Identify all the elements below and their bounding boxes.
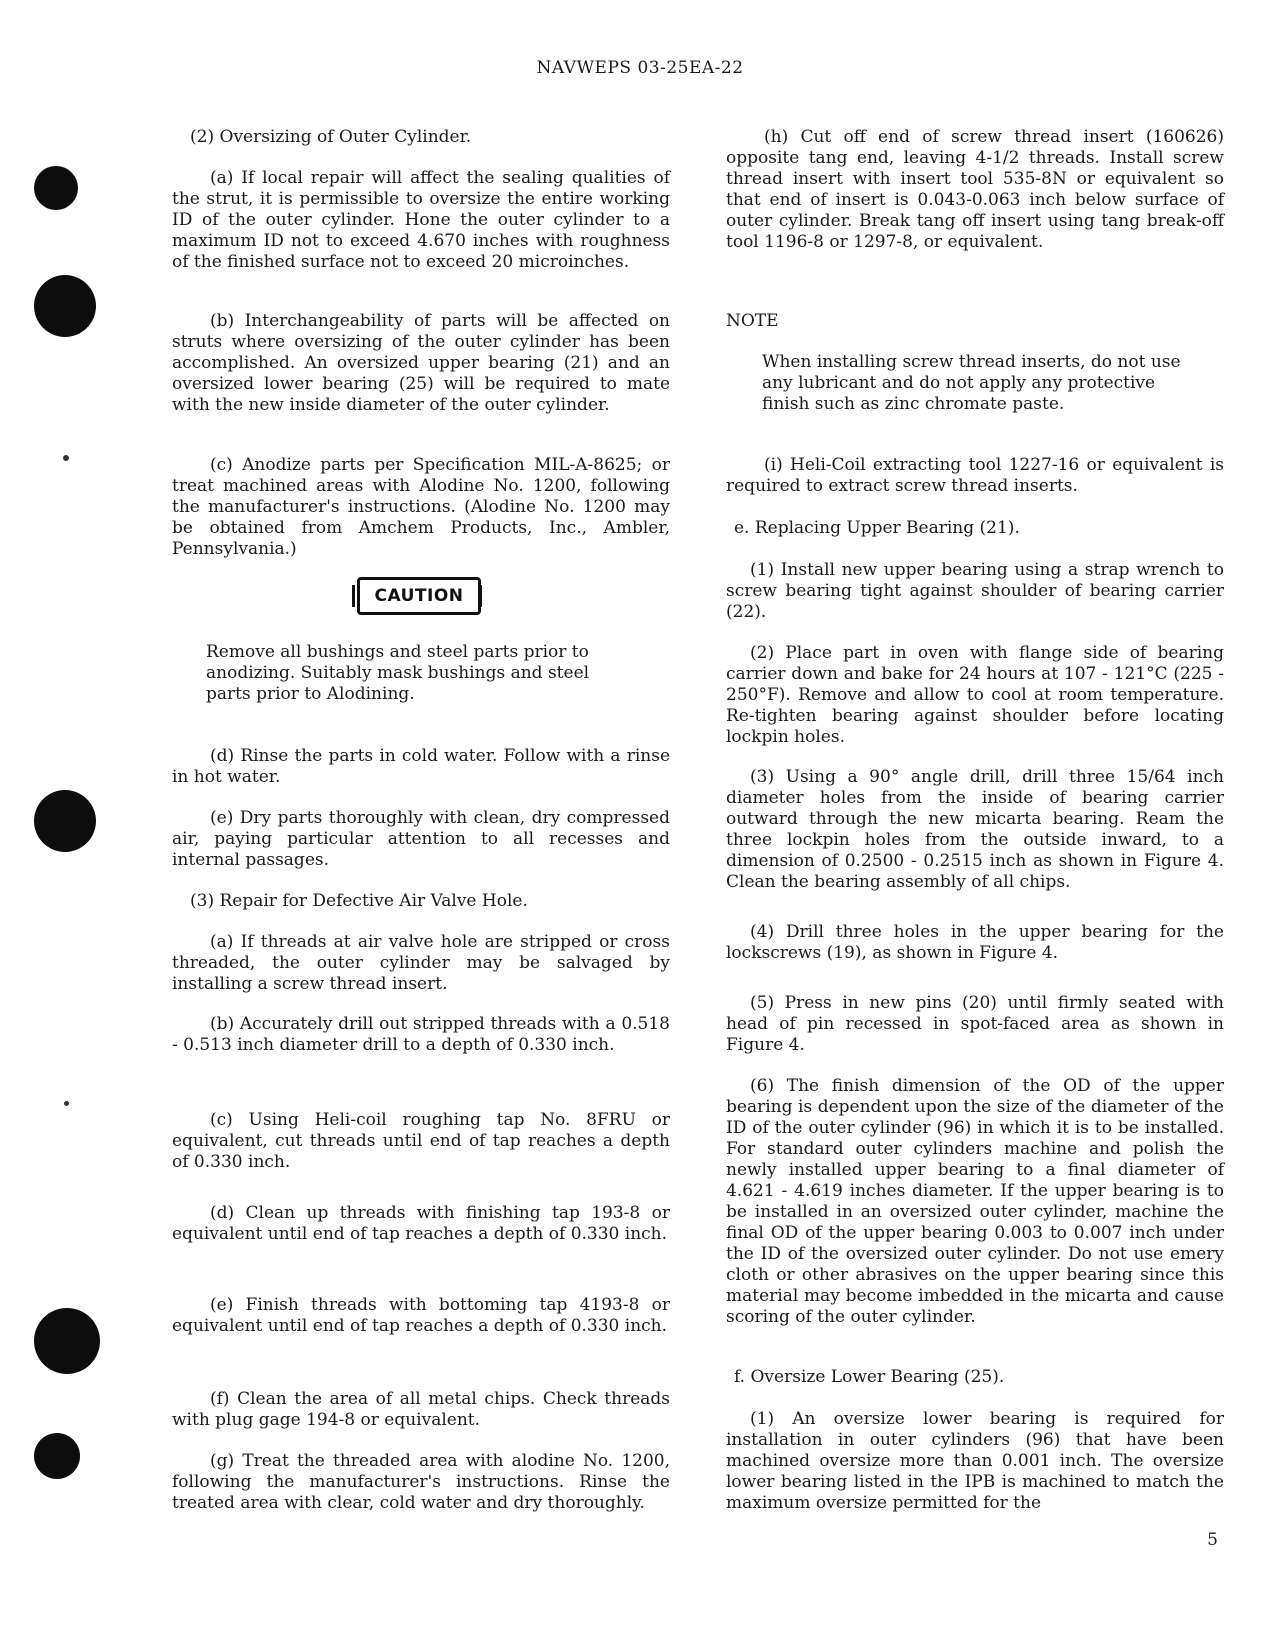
paragraph: (d) Rinse the parts in cold water. Follow with a rinse in hot water. [172,746,670,787]
speck-mark [64,1101,69,1106]
paragraph: (2) Place part in oven with flange side of bearing carrier down and bake for 24 hours at 107 - 121°C (225 - 250°F). Remove and allow to cool at room temperature. Re-tighten bearing against shoulder before locating lockpin holes. [726,643,1224,747]
binder-hole-middle [34,790,96,852]
paragraph: (e) Dry parts thoroughly with clean, dry compressed air, paying particular attention to all recesses and internal passages. [172,808,670,870]
paragraph: (1) An oversize lower bearing is required for installation in outer cylinders (96) that have been machined oversize more than 0.001 inch. The oversize lower bearing listed in the IPB is machined to match the maximum oversize permitted for the [726,1409,1224,1513]
paragraph: (c) Anodize parts per Specification MIL-A-8625; or treat machined areas with Alodine No. 1200, following the manufacturer's instructions. (Alodine No. 1200 may be obtained from Amchem Products, Inc., Ambler, Pennsylvania.) [172,455,670,559]
note-title: NOTE [726,311,779,331]
page-number: 5 [1207,1530,1218,1550]
caution-text: Remove all bushings and steel parts prior to anodizing. Suitably mask bushings and steel parts prior to Alodining. [206,642,590,704]
paragraph: (b) Interchangeability of parts will be affected on struts where oversizing of the outer cylinder has been accomplished. An oversized upper bearing (21) and an oversized lower bearing (25) will be required to mate with the new inside diameter of the outer cylinder. [172,311,670,415]
section-heading: f. Oversize Lower Bearing (25). [734,1367,1005,1387]
paragraph: (5) Press in new pins (20) until firmly seated with head of pin recessed in spot-faced area as shown in Figure 4. [726,993,1224,1055]
paragraph: (d) Clean up threads with finishing tap 193-8 or equivalent until end of tap reaches a depth of 0.330 inch. [172,1203,670,1244]
paragraph: (b) Accurately drill out stripped threads with a 0.518 - 0.513 inch diameter drill to a depth of 0.330 inch. [172,1014,670,1055]
paragraph: (c) Using Heli-coil roughing tap No. 8FRU or equivalent, cut threads until end of tap reaches a depth of 0.330 inch. [172,1110,670,1172]
caution-label: CAUTION [357,577,481,615]
paragraph: (1) Install new upper bearing using a strap wrench to screw bearing tight against shoulder of bearing carrier (22). [726,560,1224,622]
paragraph: (3) Using a 90° angle drill, drill three 15/64 inch diameter holes from the inside of bearing carrier outward through the new micarta bearing. Ream the three lockpin holes from the outside inward, to a dimension of 0.2500 - 0.2515 inch as shown in Figure 4. Clean the bearing assembly of all chips. [726,767,1224,892]
binder-hole-top [34,166,78,210]
section-heading: e. Replacing Upper Bearing (21). [734,518,1020,538]
paragraph: (a) If local repair will affect the sealing qualities of the strut, it is permissible to oversize the entire working ID of the outer cylinder. Hone the outer cylinder to a maximum ID not to exceed 4.670 inches with roughness of the finished surface not to exceed 20 microinches. [172,168,670,272]
note-text: When installing screw thread inserts, do not use any lubricant and do not apply any protective finish such as zinc chromate paste. [762,352,1181,414]
binder-hole-bottom [34,1433,80,1479]
speck-mark [63,455,69,461]
paragraph: (h) Cut off end of screw thread insert (160626) opposite tang end, leaving 4-1/2 threads. Install screw thread insert with insert tool 535-8N or equivalent so that end of insert is 0.043-0.063 inch below surface of outer cylinder. Break tang off insert using tang break-off tool 1196-8 or 1297-8, or equivalent. [726,127,1224,252]
paragraph: (g) Treat the threaded area with alodine No. 1200, following the manufacturer's instructions. Rinse the treated area with clear, cold water and dry thoroughly. [172,1451,670,1513]
paragraph: (6) The finish dimension of the OD of the upper bearing is dependent upon the size of the diameter of the ID of the outer cylinder (96) in which it is to be installed. For standard outer cylinders machine and polish the newly installed upper bearing to a final diameter of 4.621 - 4.619 inches diameter. If the upper bearing is to be installed in an oversized outer cylinder, machine the final OD of the upper bearing 0.003 to 0.007 inch under the ID of the oversized outer cylinder. Do not use emery cloth or other abrasives on the upper bearing since this material may become imbedded in the micarta and cause scoring of the outer cylinder. [726,1076,1224,1327]
section-heading: (3) Repair for Defective Air Valve Hole. [190,891,528,911]
section-heading: (2) Oversizing of Outer Cylinder. [190,127,472,147]
binder-hole-upper [34,275,96,337]
paragraph: (f) Clean the area of all metal chips. Check threads with plug gage 194-8 or equivalent. [172,1389,670,1430]
document-number-header: NAVWEPS 03-25EA-22 [536,58,744,78]
paragraph: (i) Heli-Coil extracting tool 1227-16 or equivalent is required to extract screw thread inserts. [726,455,1224,496]
paragraph: (4) Drill three holes in the upper bearing for the lockscrews (19), as shown in Figure 4. [726,922,1224,963]
paragraph: (e) Finish threads with bottoming tap 4193-8 or equivalent until end of tap reaches a depth of 0.330 inch. [172,1295,670,1336]
paragraph: (a) If threads at air valve hole are stripped or cross threaded, the outer cylinder may be salvaged by installing a screw thread insert. [172,932,670,994]
binder-hole-lower [34,1308,100,1374]
